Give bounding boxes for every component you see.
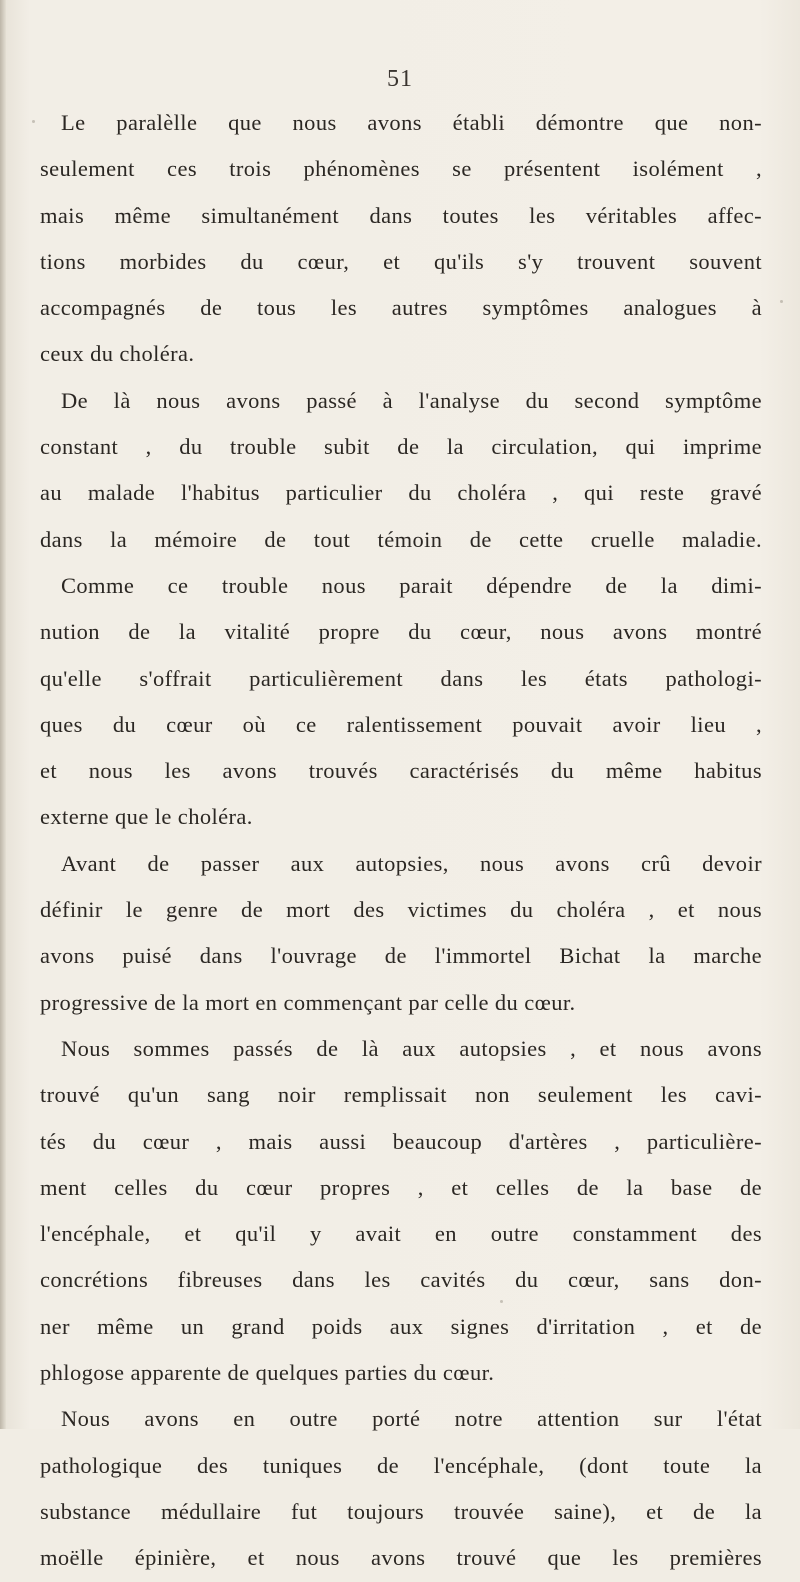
text-line: ques du cœur où ce ralentissement pouvait avoir lieu ,: [40, 711, 762, 737]
page-number: 51: [387, 66, 413, 92]
text-line: dans la mémoire de tout témoin de cette cruelle maladie.: [40, 526, 762, 552]
text-line: concrétions fibreuses dans les cavités du cœur, sans don-: [40, 1267, 762, 1293]
text-line: Nous sommes passés de là aux autopsies , et nous avons: [61, 1035, 762, 1061]
text-line: l'encéphale, et qu'il y avait en outre constamment des: [40, 1221, 762, 1247]
text-line: trouvé qu'un sang noir remplissait non seulement les cavi-: [40, 1082, 762, 1108]
text-line: phlogose apparente de quelques parties du cœur.: [40, 1360, 495, 1386]
text-line: Le paralèlle que nous avons établi démontre que non-: [61, 110, 762, 135]
text-line: De là nous avons passé à l'analyse du second symptôme: [61, 387, 762, 413]
text-line: constant , du trouble subit de la circulation, qui imprime: [40, 434, 762, 460]
text-line: externe que le choléra.: [40, 804, 253, 830]
scan-speck: [780, 300, 783, 303]
text-line: avons puisé dans l'ouvrage de l'immortel Bichat la marche: [40, 943, 762, 969]
text-line: nution de la vitalité propre du cœur, nous avons montré: [40, 619, 762, 645]
text-line: tés du cœur , mais aussi beaucoup d'artères , particulière-: [40, 1128, 762, 1154]
text-line: ment celles du cœur propres , et celles de la base de: [40, 1174, 762, 1200]
text-line: accompagnés de tous les autres symptômes analogues à: [40, 295, 762, 321]
scan-speck: [32, 120, 35, 123]
text-line: au malade l'habitus particulier du choléra , qui reste gravé: [40, 480, 762, 506]
scan-speck: [500, 1300, 503, 1303]
text-line: mais même simultanément dans toutes les véritables affec-: [40, 202, 762, 228]
text-line: Avant de passer aux autopsies, nous avons crû devoir: [61, 850, 762, 876]
text-line: pathologique des tuniques de l'encéphale, (dont toute la: [40, 1452, 762, 1478]
body-text: [40, 100, 762, 1582]
text-line: Comme ce trouble nous parait dépendre de la dimi-: [61, 572, 762, 598]
text-line: tions morbides du cœur, et qu'ils s'y trouvent souvent: [40, 248, 762, 274]
text-line: moëlle épinière, et nous avons trouvé que les premières: [40, 1545, 762, 1571]
text-line: progressive de la mort en commençant par celle du cœur.: [40, 989, 576, 1015]
text-line: et nous les avons trouvés caractérisés du même habitus: [40, 758, 762, 784]
text-line: substance médullaire fut toujours trouvée saine), et de la: [40, 1498, 762, 1524]
text-line: ceux du choléra.: [40, 341, 195, 367]
text-line: Nous avons en outre porté notre attention sur l'état: [61, 1406, 762, 1432]
text-line: définir le genre de mort des victimes du choléra , et nous: [40, 897, 762, 923]
text-line: seulement ces trois phénomènes se présentent isolément ,: [40, 156, 762, 182]
text-line: ner même un grand poids aux signes d'irritation , et de: [40, 1313, 762, 1339]
text-line: qu'elle s'offrait particulièrement dans les états pathologi-: [40, 665, 762, 691]
page-binding-edge: [0, 0, 6, 1429]
